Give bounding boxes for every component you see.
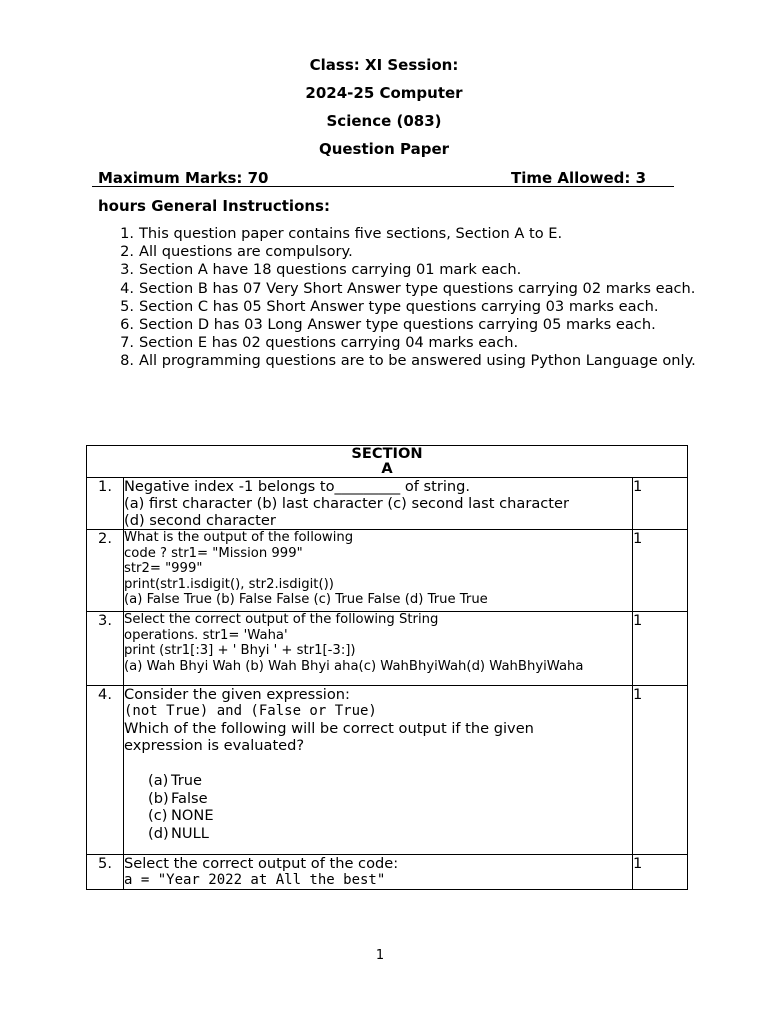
question-text: Select the correct output of the code: a = "Year 2022 at All the best" bbox=[124, 855, 633, 890]
question-number: 1. bbox=[87, 478, 124, 530]
instruction-item: 1. This question paper contains five sections, Section A to E. bbox=[120, 225, 563, 242]
question-text: Consider the given expression: (not True) and (False or True) Which of the following will be correct output if the given expression is evaluated? (a) True (b) False (c) NONE (d) NULL bbox=[124, 686, 633, 855]
option-item: (b) False bbox=[148, 789, 208, 807]
header-line-1: Class: XI Session: bbox=[309, 56, 459, 74]
option-item: (c) NONE bbox=[148, 807, 214, 824]
question-row bbox=[87, 686, 688, 855]
question-row bbox=[87, 855, 688, 890]
question-row bbox=[87, 478, 688, 530]
question-number: 4. bbox=[87, 686, 124, 855]
code-expression: a = "Year 2022 at All the best" bbox=[124, 872, 386, 888]
question-number: 5. bbox=[87, 855, 124, 890]
question-marks: 1 bbox=[633, 478, 688, 530]
question-number: 2. bbox=[87, 530, 124, 612]
page-number: 1 bbox=[375, 948, 385, 963]
question-text: Select the correct output of the following String operations. str1= 'Waha' print (str1[:3] + ' Bhyi ' + str1[-3:]) (a) Wah Bhyi Wah (b) Wah Bhyi aha(c) WahBhyiWah(d) WahBhyiWaha bbox=[124, 612, 633, 686]
question-row bbox=[87, 612, 688, 686]
section-header-row bbox=[87, 446, 688, 478]
question-text: Negative index -1 belongs to_________ of string. (a) first character (b) last character (c) second last character (d) second character bbox=[124, 478, 633, 530]
instruction-item: 3. Section A have 18 questions carrying 01 mark each. bbox=[120, 261, 522, 279]
question-number: 3. bbox=[87, 612, 124, 686]
instructions-list bbox=[120, 225, 709, 371]
marks-time-row bbox=[92, 169, 674, 187]
header-line-4: Question Paper bbox=[318, 140, 450, 158]
maximum-marks: Maximum Marks: 70 bbox=[98, 169, 269, 187]
option-item: (a) True bbox=[148, 772, 202, 789]
instruction-item: 4. Section B has 07 Very Short Answer type questions carrying 02 marks each. bbox=[120, 279, 696, 297]
question-marks: 1 bbox=[633, 612, 688, 686]
header-line-2: 2024-25 Computer bbox=[305, 84, 463, 102]
code-expression: (not True) and (False or True) bbox=[124, 703, 377, 719]
question-marks: 1 bbox=[633, 686, 688, 855]
instruction-item: 7. Section E has 02 questions carrying 04 marks each. bbox=[120, 334, 519, 352]
question-row bbox=[87, 530, 688, 612]
options-list bbox=[148, 772, 632, 842]
section-title: SECTION A bbox=[87, 446, 688, 478]
instruction-item: 8. All programming questions are to be answered using Python Language only. bbox=[120, 352, 696, 370]
instruction-item: 6. Section D has 03 Long Answer type questions carrying 05 marks each. bbox=[120, 315, 656, 333]
time-allowed: Time Allowed: 3 bbox=[511, 169, 647, 187]
general-instructions-heading: hours General Instructions: bbox=[98, 197, 330, 215]
questions-table bbox=[86, 445, 688, 890]
header-line-3: Science (083) bbox=[326, 112, 442, 130]
instruction-item: 2. All questions are compulsory. bbox=[120, 243, 353, 261]
option-item: (d) NULL bbox=[148, 824, 209, 842]
question-marks: 1 bbox=[633, 530, 688, 612]
question-marks: 1 bbox=[633, 855, 688, 890]
question-text: What is the output of the following code ? str1= "Mission 999" str2= "999" print(str1.isdigit(), str2.isdigit()) (a) False True (b) False False (c) True False (d) True True bbox=[124, 530, 633, 612]
instruction-item: 5. Section C has 05 Short Answer type questions carrying 03 marks each. bbox=[120, 297, 659, 315]
